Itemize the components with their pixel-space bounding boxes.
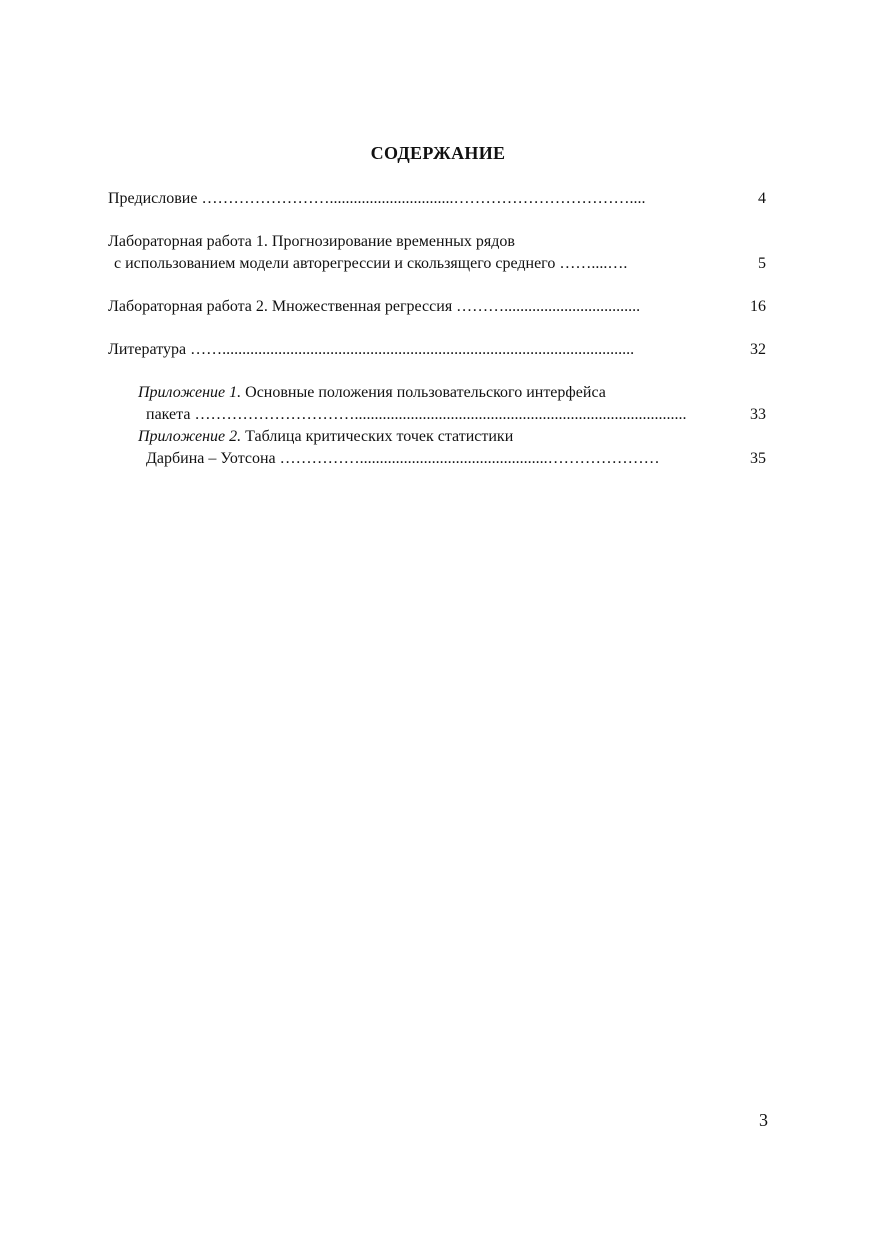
page-title: СОДЕРЖАНИЕ: [370, 143, 506, 163]
toc-entry-text: Таблица критических точек статистики: [241, 428, 514, 445]
toc-entry-text: Лабораторная работа 2. Множественная регрессия: [108, 298, 453, 315]
toc-entry-appendix1-line1: [108, 382, 766, 404]
toc-entry-appendix2-line1: [108, 426, 766, 448]
toc-entry-lab1-line1: [108, 231, 766, 253]
toc-page-number: 4: [758, 190, 766, 207]
toc-appendix-label: Приложение 1.: [138, 384, 242, 401]
toc-appendix-label: Приложение 2.: [138, 428, 242, 445]
toc-entry-literature: [108, 339, 766, 361]
toc-entry-lab2: [108, 296, 766, 318]
toc-entry-appendix1-line2: [108, 404, 766, 426]
toc-entry-text: Основные положения пользовательского интерфейса: [241, 384, 606, 401]
toc-page-number: 5: [758, 255, 766, 272]
toc-leader: ………..................................: [456, 298, 641, 315]
toc-entry-preface: [108, 188, 766, 210]
toc-leader: ……....….: [559, 255, 628, 272]
toc-leader: ……………………...............................……………………………....: [201, 190, 646, 207]
toc-leader: ……………...............................................…………………: [279, 450, 660, 467]
toc-entry-appendix2-line2: [108, 448, 766, 470]
toc-entry-text: Дарбина – Уотсона: [146, 450, 276, 467]
toc-page-number: 16: [750, 298, 766, 315]
table-of-contents: [108, 188, 766, 470]
toc-leader: …….......................................................................................................: [190, 341, 635, 358]
toc-entry-text: Предисловие: [108, 190, 198, 207]
toc-entry-text: Литература: [108, 341, 187, 358]
toc-leader: …………………………...................................................................................: [194, 406, 687, 423]
toc-entry-text: с использованием модели авторегрессии и скользящего среднего: [114, 255, 556, 272]
toc-page-number: 33: [750, 406, 766, 423]
toc-page-number: 32: [750, 341, 766, 358]
toc-entry-lab1-line2: [108, 253, 766, 275]
toc-page-number: 35: [750, 450, 766, 467]
page-number: 3: [759, 1110, 768, 1130]
toc-entry-text: пакета: [146, 406, 191, 423]
toc-entry-text: Лабораторная работа 1. Прогнозирование временных рядов: [108, 233, 515, 250]
